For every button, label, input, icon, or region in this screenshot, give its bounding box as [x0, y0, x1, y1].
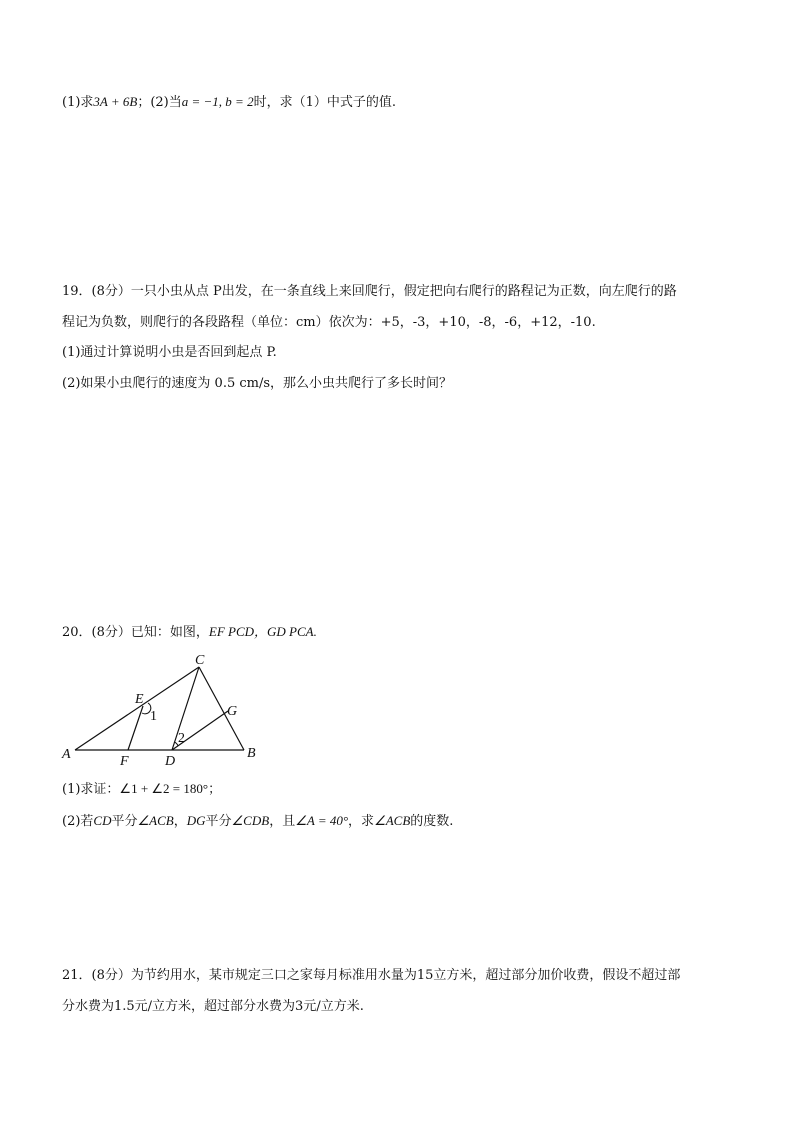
label-f: F [120, 754, 129, 769]
q21-line1: 21．(8分）为节约用水，某市规定三口之家每月标准用水量为15立方米，超过部分加价收费，假设不超过部 [62, 968, 681, 983]
label-b: B [247, 746, 256, 761]
q20-sub2-k: ，求 [348, 814, 375, 829]
label-g: G [227, 704, 238, 719]
q20-sub1-prefix: (1)求证： [62, 782, 120, 797]
q19-sub1: (1)通过计算说明小虫是否回到起点 P. [62, 345, 277, 360]
label-c: C [195, 653, 205, 668]
q20-sub2-m: 的度数. [410, 814, 454, 829]
q19-sub2: (2)如果小虫爬行的速度为 0.5 cm/s，那么小虫共爬行了多长时间？ [62, 376, 453, 391]
q18-line [62, 92, 396, 113]
q20-sub2-c: 平分 [111, 814, 138, 829]
q18-sep: ；(2)当 [137, 95, 182, 110]
q20-sub2-e: ， [173, 814, 187, 829]
q20-sub2-g: 平分 [205, 814, 232, 829]
segment-cd [172, 667, 199, 750]
q20-sub2-b: CD [93, 813, 112, 828]
label-e: E [135, 692, 144, 707]
geometry-figure [58, 650, 268, 770]
q20-line1-expr: EF PCD，GD PCA. [208, 624, 317, 639]
q18-part2-suffix: 时，求（1）中式子的值. [253, 95, 396, 110]
q20-line1 [62, 622, 317, 643]
q20-line1-prefix: 20．(8分）已知：如图， [62, 625, 209, 640]
segment-cb [199, 667, 244, 750]
q20-sub2-d: ∠ACB [137, 813, 174, 828]
q19-line2: 程记为负数，则爬行的各段路程（单位：cm）依次为：+5，-3，+10，-8，-6，+12，-10. [62, 315, 596, 330]
q20-sub2-h: ∠CDB [231, 813, 270, 828]
label-angle1: 1 [150, 709, 157, 724]
label-a: A [62, 747, 71, 762]
q18-part1-expr: 3A + 6B [93, 94, 138, 109]
q20-sub2-i: ，且 [269, 814, 296, 829]
q18-part1-prefix: (1)求 [62, 95, 94, 110]
q20-sub2-f: DG [186, 813, 206, 828]
label-angle2: 2 [178, 731, 185, 746]
q19-line1: 19．(8分）一只小虫从点 P出发，在一条直线上来回爬行，假定把向右爬行的路程记为正数，向左爬行的路 [62, 284, 677, 299]
q20-sub2-j: ∠A = 40° [295, 813, 349, 828]
q20-sub2-a: (2)若 [62, 814, 94, 829]
q21-line2: 分水费为1.5元/立方米，超过部分水费为3元/立方米. [62, 999, 364, 1014]
label-d: D [165, 754, 176, 769]
q20-sub1-expr: ∠1 + ∠2 = 180° [119, 781, 209, 796]
q20-sub1-suffix: ； [208, 782, 222, 797]
q20-sub2-l: ∠ACB [374, 813, 411, 828]
q18-condition: a = −1, b = 2 [181, 94, 254, 109]
q20-sub2 [62, 811, 453, 832]
q20-sub1 [62, 779, 221, 800]
